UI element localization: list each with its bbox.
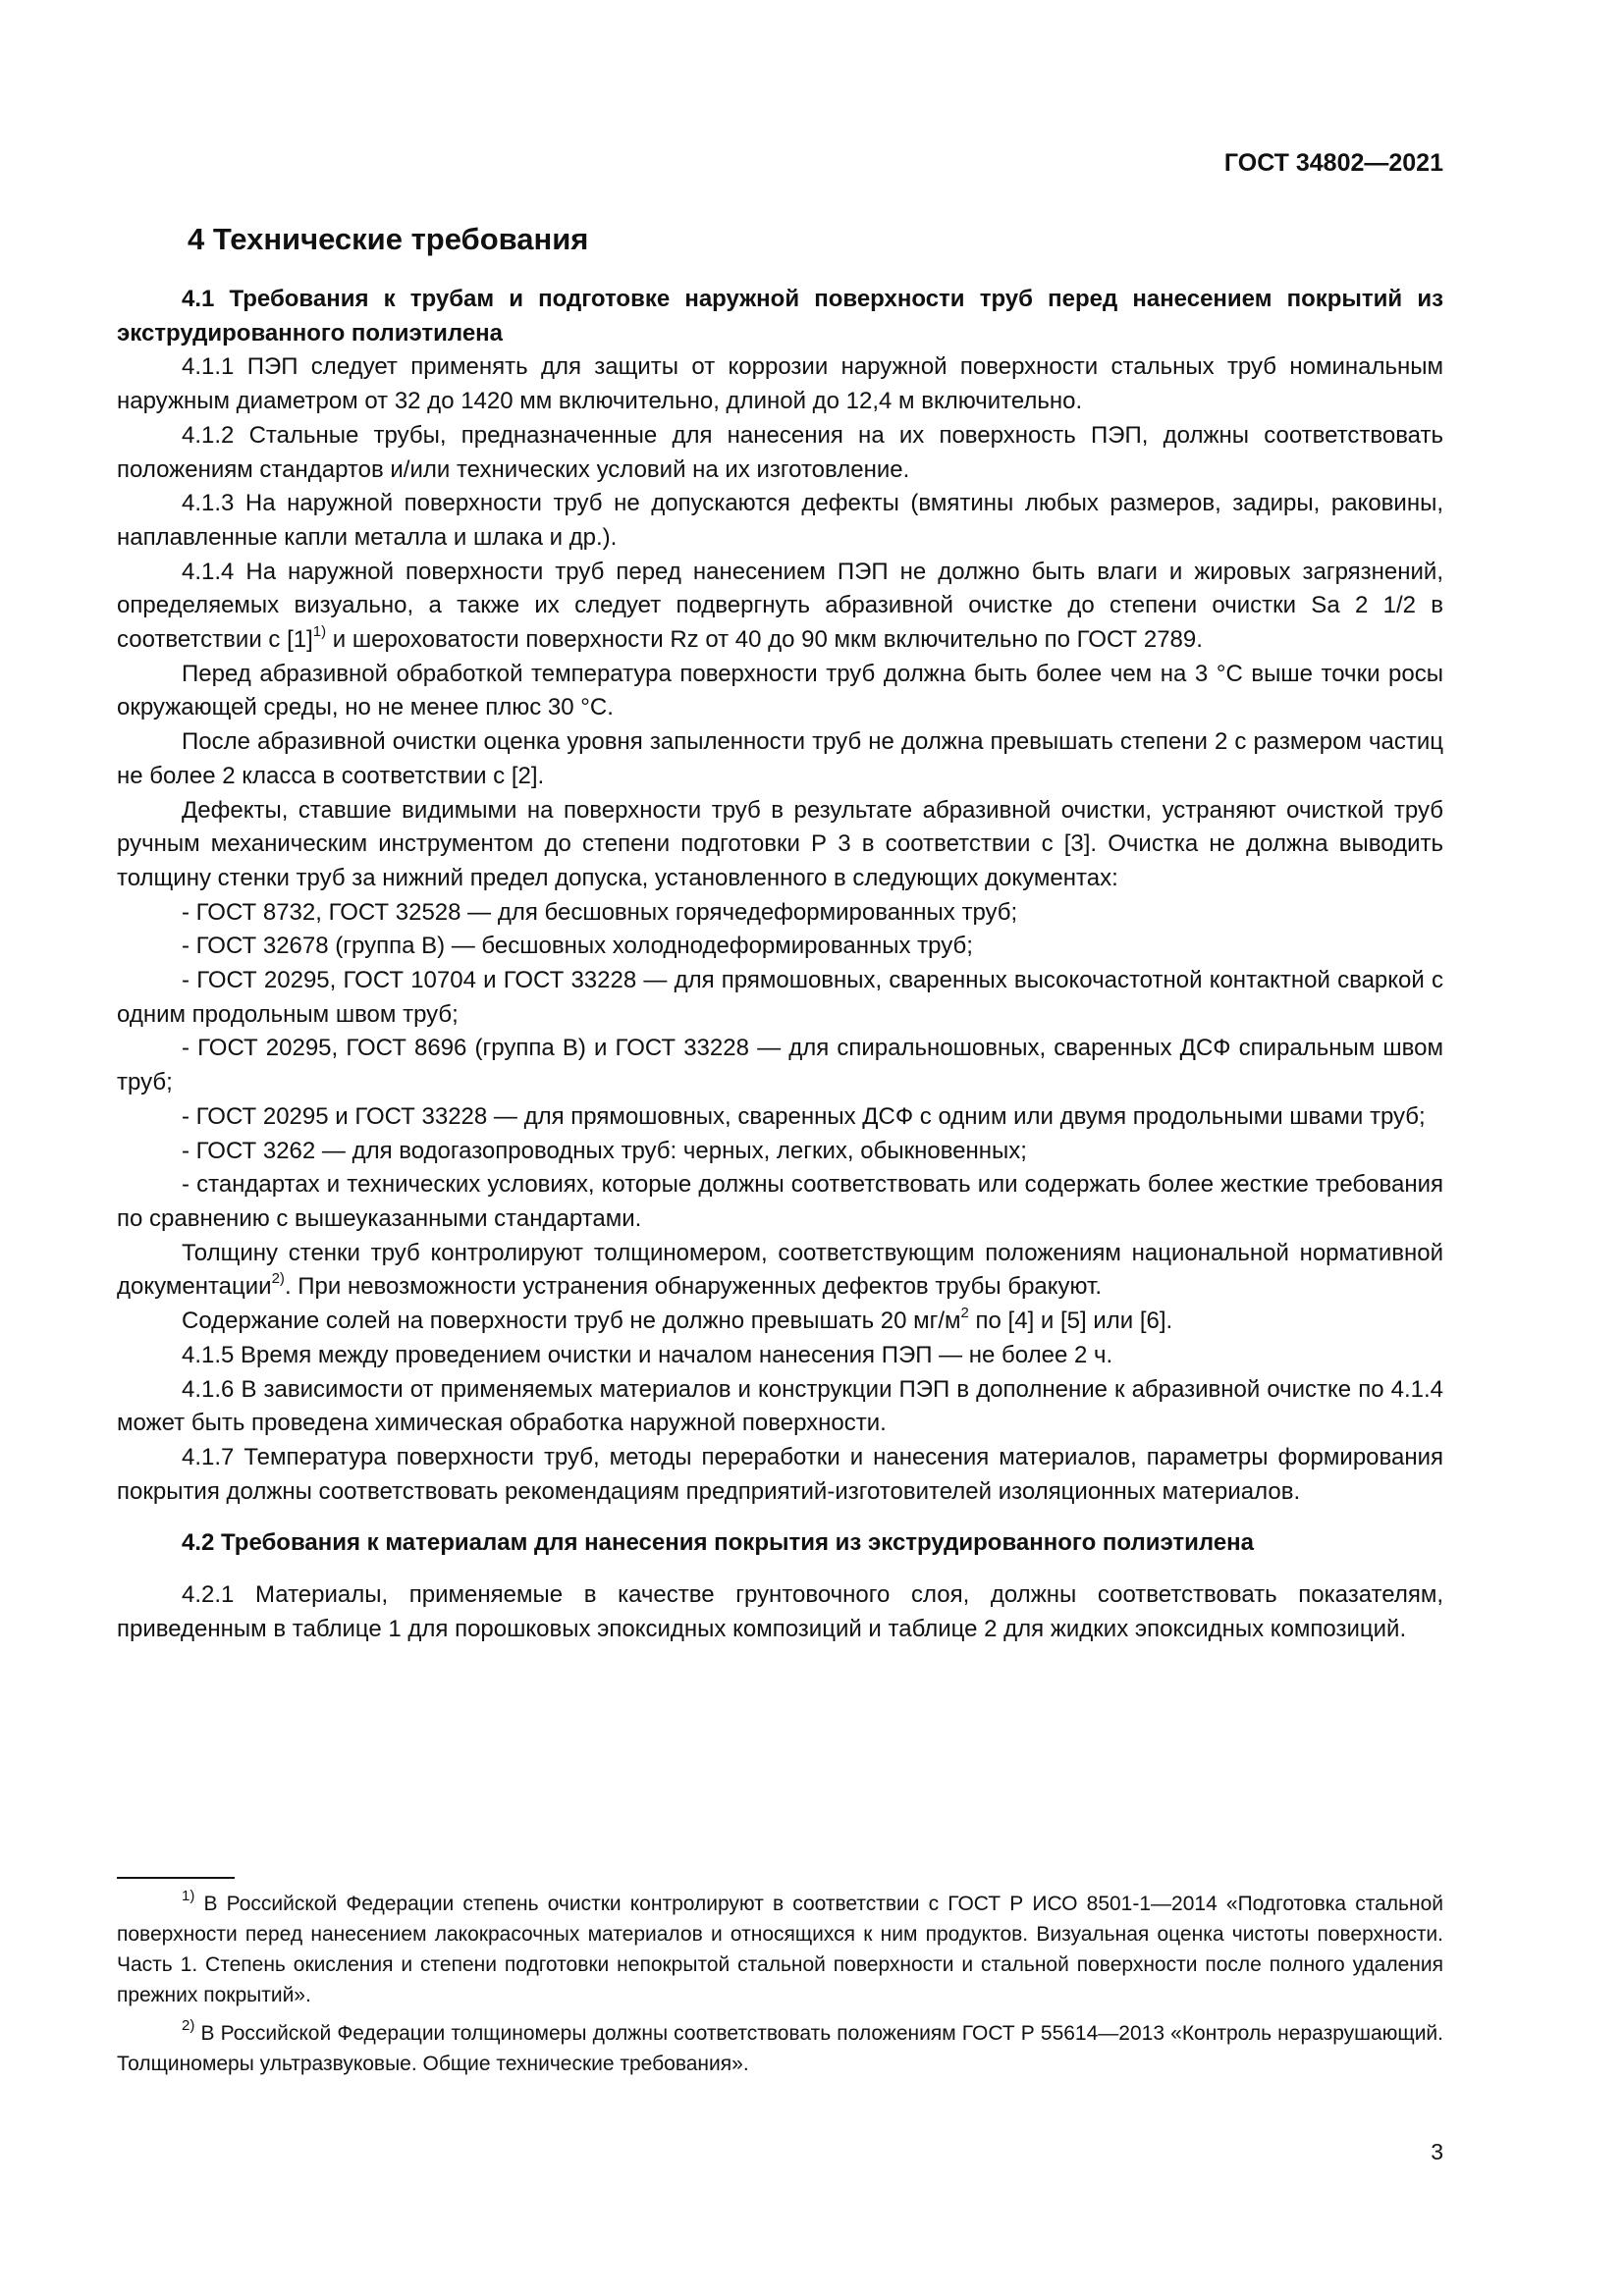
paragraph-thickness-text-b: . При невозможности устранения обнаруженных дефектов трубы бракуют. (284, 1273, 1103, 1301)
paragraph-temperature: Перед абразивной обработкой температура поверхности труб должна быть более чем на 3 °С выше точки росы окружающей среды, но не менее плюс 30 °С. (117, 660, 1443, 721)
paragraph-dust: После абразивной очистки оценка уровня запыленности труб не должна превышать степени 2 с размером частиц не более 2 класса в соответствии с [2]. (117, 728, 1443, 789)
section-body (117, 283, 1443, 1646)
page-number: 3 (1431, 2139, 1443, 2164)
paragraph-4-1-2: 4.1.2 Стальные трубы, предназначенные для нанесения на их поверхность ПЭП, должны соответствовать положениям стандартов и/или технических условий на их изготовление. (117, 421, 1443, 483)
footnote-text-2: В Российской Федерации толщиномеры должны соответствовать положениям ГОСТ Р 55614—2013 «Контроль неразрушающий. Толщиномеры ультразвуковые. Общие технические требования». (117, 2022, 1443, 2075)
footnotes (117, 1889, 1443, 2087)
list-item: - ГОСТ 32678 (группа В) — бесшовных холоднодеформированных труб; (182, 933, 973, 960)
footnote-mark-1: 1) (182, 1888, 195, 1904)
list-item: - стандартах и технических условиях, которые должны соответствовать или содержать более жесткие требования по сравнению с вышеуказанными стандартами. (117, 1171, 1443, 1232)
footnote-ref-1: 1) (312, 623, 327, 641)
list-item: - ГОСТ 3262 — для водогазопроводных труб: черных, легких, обыкновенных; (182, 1137, 1027, 1164)
document-code: ГОСТ 34802—2021 (1223, 149, 1443, 177)
paragraph-4-1-3: 4.1.3 На наружной поверхности труб не допускаются дефекты (вмятины любых размеров, задиры, раковины, наплавленные капли металла и шлака и др.). (117, 490, 1443, 551)
subsection-heading-4-2: 4.2 Требования к материалам для нанесения покрытия из экструдированного полиэтилена (182, 1529, 1255, 1557)
footnote-2 (117, 2018, 1443, 2079)
paragraph-4-1-4-text-a: 4.1.4 На наружной поверхности труб перед нанесением ПЭП не должно быть влаги и жировых загрязнений, определяемых визуально, а также их следует подвергнуть абразивной очистке до степени очистки Sa 2 1/2 в соответствии с [1] (117, 558, 1443, 654)
paragraph-4-1-4-text-b: и шероховатости поверхности Rz от 40 до 90 мкм включительно по ГОСТ 2789. (326, 626, 1203, 654)
paragraph-thickness-text-a: Толщину стенки труб контролируют толщиномером, соответствующим положениям национальной нормативной документации (117, 1239, 1443, 1301)
footnote-mark-2: 2) (182, 2017, 195, 2034)
list-item: - ГОСТ 20295 и ГОСТ 33228 — для прямошовных, сваренных ДСФ с одним или двумя продольными швами труб; (182, 1102, 1426, 1130)
list-item: - ГОСТ 8732, ГОСТ 32528 — для бесшовных горячедеформированных труб; (182, 898, 1018, 926)
paragraph-salts-text-b: по [4] и [5] или [6]. (968, 1308, 1173, 1335)
paragraph-4-1-4 (117, 556, 1443, 658)
footnote-1 (117, 1889, 1443, 2010)
paragraph-thickness (117, 1237, 1443, 1305)
paragraph-4-1-1: 4.1.1 ПЭП следует применять для защиты от коррозии наружной поверхности стальных труб номинальным наружным диаметром от 32 до 1420 мм включительно, длиной до 12,4 м включительно. (117, 353, 1443, 415)
footnote-text-1: В Российской Федерации степень очистки контролируют в соответствии с ГОСТ Р ИСО 8501-1—2014 «Подготовка стальной поверхности перед нанесением лакокрасочных материалов и относящихся к ним продуктов. Визуальная оценка чистоты поверхности. Часть 1. Степень окисления и степени подготовки непокрытой стальной поверхности и стальной поверхности после полного удаления прежних покрытий». (117, 1893, 1443, 2006)
paragraph-4-1-5: 4.1.5 Время между проведением очистки и началом нанесения ПЭП — не более 2 ч. (182, 1341, 1113, 1368)
subsection-heading-4-1: 4.1 Требования к трубам и подготовке наружной поверхности труб перед нанесением покрытий из экструдированного полиэтилена (117, 286, 1443, 347)
footnote-ref-2: 2) (271, 1270, 285, 1288)
section-title: 4 Технические требования (188, 222, 589, 256)
paragraph-salts-text-a: Содержание солей на поверхности труб не должно превышать 20 мг/м (182, 1308, 961, 1335)
paragraph-4-2-1: 4.2.1 Материалы, применяемые в качестве грунтовочного слоя, должны соответствовать показателям, приведенным в таблице 1 для порошковых эпоксидных композиций и таблице 2 для жидких эпоксидных композиций. (117, 1581, 1443, 1642)
footnote-separator (117, 1877, 235, 1879)
paragraph-salts (117, 1305, 1443, 1339)
list-item: - ГОСТ 20295, ГОСТ 10704 и ГОСТ 33228 — для прямошовных, сваренных высокочастотной контактной сваркой с одним продольным швом труб; (117, 967, 1443, 1028)
superscript-2: 2 (960, 1305, 969, 1322)
paragraph-4-1-6: 4.1.6 В зависимости от применяемых материалов и конструкции ПЭП в дополнение к абразивной очистке по 4.1.4 может быть проведена химическая обработка наружной поверхности. (117, 1375, 1443, 1437)
paragraph-defects: Дефекты, ставшие видимыми на поверхности труб в результате абразивной очистки, устраняют очисткой труб ручным механическим инструментом до степени подготовки Р 3 в соответствии с [3]. Очистка не должна выводить толщину стенки труб за нижний предел допуска, установленного в следующих документах: (117, 796, 1443, 891)
list-item: - ГОСТ 20295, ГОСТ 8696 (группа В) и ГОСТ 33228 — для спиральношовных, сваренных ДСФ спиральным швом труб; (117, 1035, 1443, 1096)
paragraph-4-1-7: 4.1.7 Температура поверхности труб, методы переработки и нанесения материалов, параметры формирования покрытия должны соответствовать рекомендациям предприятий-изготовителей изоляционных материалов. (117, 1443, 1443, 1505)
